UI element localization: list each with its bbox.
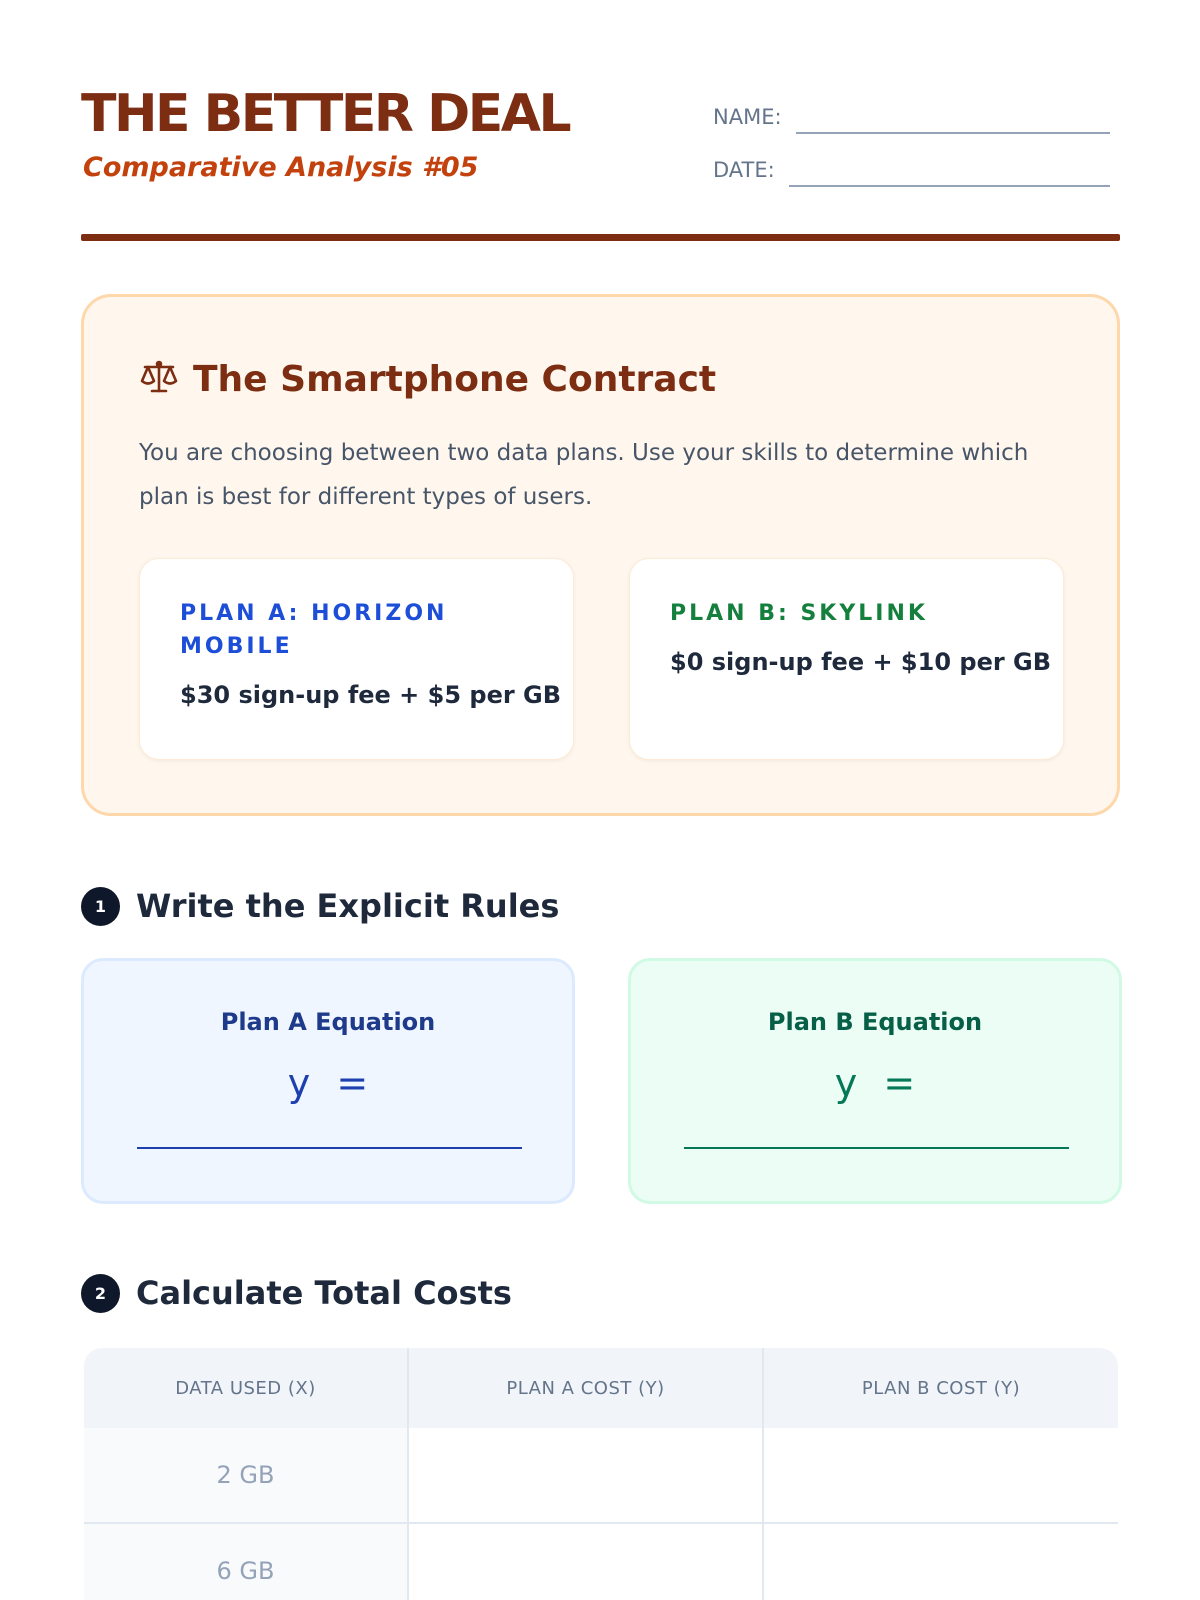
contract-description: You are choosing between two data plans. Use your skills to determine which plan is best for different types of users. <box>139 440 1029 510</box>
section-2-heading <box>81 1273 512 1313</box>
table-header-row <box>84 1348 1118 1428</box>
section-2-title: Calculate Total Costs <box>136 1274 512 1312</box>
section-1-title: Write the Explicit Rules <box>136 887 560 925</box>
plan-b-answer-line[interactable] <box>684 1147 1069 1149</box>
plan-b-name: PLAN B: SKYLINK <box>670 601 928 626</box>
column-header-data-used: DATA USED (X) <box>84 1348 408 1428</box>
plan-b-equation-title: Plan B Equation <box>767 1008 983 1036</box>
plan-b-equation-box <box>628 958 1122 1204</box>
plan-a-equation-title: Plan A Equation <box>220 1008 436 1036</box>
name-input-line[interactable] <box>796 132 1110 134</box>
plan-a-answer-line[interactable] <box>137 1147 522 1149</box>
data-used-cell: 6 GB <box>84 1523 408 1600</box>
date-field <box>713 157 1110 183</box>
plan-b-cost-cell[interactable] <box>763 1428 1118 1523</box>
contract-heading <box>139 357 716 402</box>
plan-a-equation-expression: y = <box>287 1061 369 1105</box>
plan-b-cost-cell[interactable] <box>763 1523 1118 1600</box>
plan-a-cost-cell[interactable] <box>408 1523 763 1600</box>
page-subtitle: Comparative Analysis #05 <box>83 152 479 183</box>
date-label: DATE: <box>713 158 775 182</box>
plan-a-name: PLAN A: HORIZON MOBILE <box>180 601 448 659</box>
name-label: NAME: <box>713 105 782 129</box>
plan-b-terms: $0 sign-up fee + $10 per GB <box>670 648 1052 676</box>
worksheet-header <box>81 84 1120 242</box>
column-header-plan-b-cost: PLAN B COST (Y) <box>763 1348 1118 1428</box>
plan-a-equation-box <box>81 958 575 1204</box>
cost-table <box>84 1348 1118 1600</box>
contract-panel <box>81 294 1120 816</box>
plan-b-equation-expression: y = <box>834 1061 916 1105</box>
scale-icon <box>139 357 193 402</box>
table-row <box>84 1428 1118 1523</box>
step-2-badge: 2 <box>81 1274 120 1313</box>
contract-title: The Smartphone Contract <box>193 358 717 400</box>
step-1-badge: 1 <box>81 887 120 926</box>
table-row <box>84 1523 1118 1600</box>
column-header-plan-a-cost: PLAN A COST (Y) <box>408 1348 763 1428</box>
plan-a-cost-cell[interactable] <box>408 1428 763 1523</box>
name-field <box>713 104 1110 130</box>
date-input-line[interactable] <box>789 185 1110 187</box>
plan-a-card <box>139 558 574 760</box>
plan-a-terms: $30 sign-up fee + $5 per GB <box>180 681 562 709</box>
page-title: THE BETTER DEAL <box>81 84 570 144</box>
data-used-cell: 2 GB <box>84 1428 408 1523</box>
header-divider <box>81 234 1120 241</box>
plan-b-card <box>629 558 1064 760</box>
section-1-heading <box>81 886 559 926</box>
